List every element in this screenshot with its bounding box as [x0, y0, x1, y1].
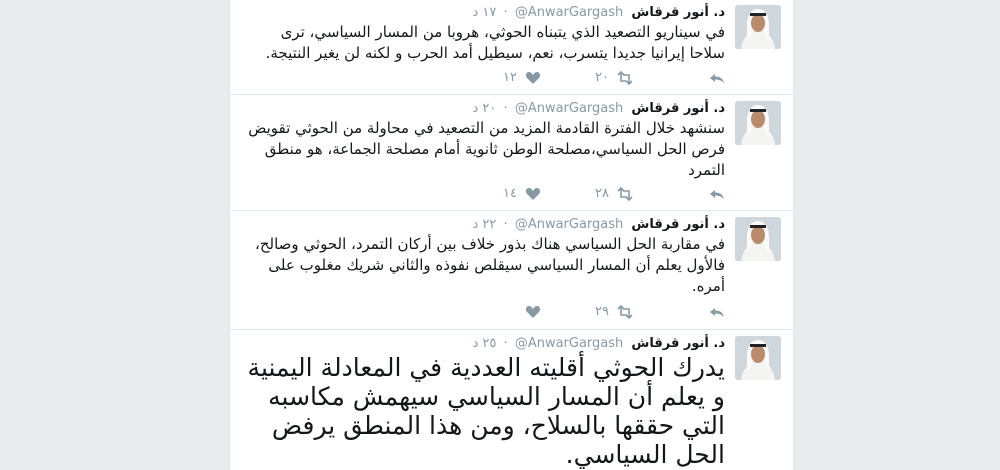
tweet[interactable]	[230, 96, 793, 211]
like-count: ١٢	[503, 70, 517, 85]
tweet-text: في سيناريو التصعيد الذي يتبناه الحوثي، هروبا من المسار السياسي، ترى سلاحا إيرانيا جديدا يتسرب، نعم، سيطيل أمد الحرب و لكنه لن يغير النتيجة.	[265, 23, 725, 62]
separator-dot: ·	[503, 101, 508, 116]
timestamp[interactable]: ٢٥ د	[472, 336, 497, 351]
retweet-count: ٢٩	[595, 304, 609, 319]
retweet-button[interactable]	[541, 70, 633, 85]
author-name[interactable]: د. أنور قرقاش	[631, 101, 725, 116]
timestamp[interactable]: ٢٠ د	[472, 101, 497, 116]
tweet-header	[240, 100, 725, 118]
retweet-button[interactable]	[541, 304, 633, 319]
like-button[interactable]	[449, 70, 541, 85]
tweet[interactable]	[230, 331, 793, 470]
retweet-button[interactable]	[541, 186, 633, 201]
retweet-icon	[617, 187, 633, 201]
author-handle[interactable]: @AnwarGargash	[514, 217, 624, 232]
separator-dot: ·	[503, 5, 508, 20]
author-name[interactable]: د. أنور قرقاش	[631, 5, 725, 20]
tweet-header	[240, 216, 725, 234]
heart-icon	[525, 71, 541, 85]
retweet-icon	[617, 71, 633, 85]
reply-button[interactable]	[633, 187, 725, 201]
avatar[interactable]	[735, 217, 781, 261]
reply-button[interactable]	[633, 305, 725, 319]
tweet-actions	[449, 304, 725, 319]
tweet-header	[240, 4, 725, 22]
retweet-icon	[617, 305, 633, 319]
heart-icon	[525, 305, 541, 319]
author-handle[interactable]: @AnwarGargash	[514, 5, 624, 20]
tweet-header	[240, 335, 725, 353]
author-name[interactable]: د. أنور قرقاش	[631, 336, 725, 351]
tweet-actions	[449, 70, 725, 85]
avatar[interactable]	[735, 5, 781, 49]
timestamp[interactable]: ١٧ د	[472, 5, 497, 20]
tweet-text: يدرك الحوثي أقليته العددية في المعادلة اليمنية و يعلم أن المسار السياسي سيهمش مكاسبه التي حققها بالسلاح، ومن هذا المنطق يرفض الحل السياسي.	[247, 353, 725, 469]
tweet-text: سنشهد خلال الفترة القادمة المزيد من التصعيد في محاولة من الحوثي تقويض فرص الحل السياسي،مصلحة الوطن ثانوية أمام مصلحة الجماعة، هو منطق التمرد	[248, 119, 725, 179]
tweet[interactable]	[230, 0, 793, 95]
reply-button[interactable]	[633, 71, 725, 85]
retweet-count: ٢٠	[595, 70, 609, 85]
like-button[interactable]	[449, 186, 541, 201]
reply-icon	[709, 305, 725, 319]
like-count: ١٤	[503, 186, 517, 201]
reply-icon	[709, 187, 725, 201]
separator-dot: ·	[503, 336, 508, 351]
tweet-text: في مقاربة الحل السياسي هناك بذور خلاف بين أركان التمرد، الحوثي وصالح، فالأول يعلم أن المسار السياسي سيقلص نفوذه والثاني شريك مغلوب على أمره.	[254, 235, 725, 295]
author-handle[interactable]: @AnwarGargash	[514, 101, 624, 116]
reply-icon	[709, 71, 725, 85]
heart-icon	[525, 187, 541, 201]
tweet-feed	[229, 0, 794, 470]
author-handle[interactable]: @AnwarGargash	[514, 336, 624, 351]
tweet[interactable]	[230, 212, 793, 330]
author-name[interactable]: د. أنور قرقاش	[631, 217, 725, 232]
timestamp[interactable]: ٢٢ د	[472, 217, 497, 232]
separator-dot: ·	[503, 217, 508, 232]
avatar[interactable]	[735, 101, 781, 145]
like-button[interactable]	[449, 305, 541, 319]
retweet-count: ٢٨	[595, 186, 609, 201]
tweet-actions	[449, 186, 725, 201]
avatar[interactable]	[735, 336, 781, 380]
